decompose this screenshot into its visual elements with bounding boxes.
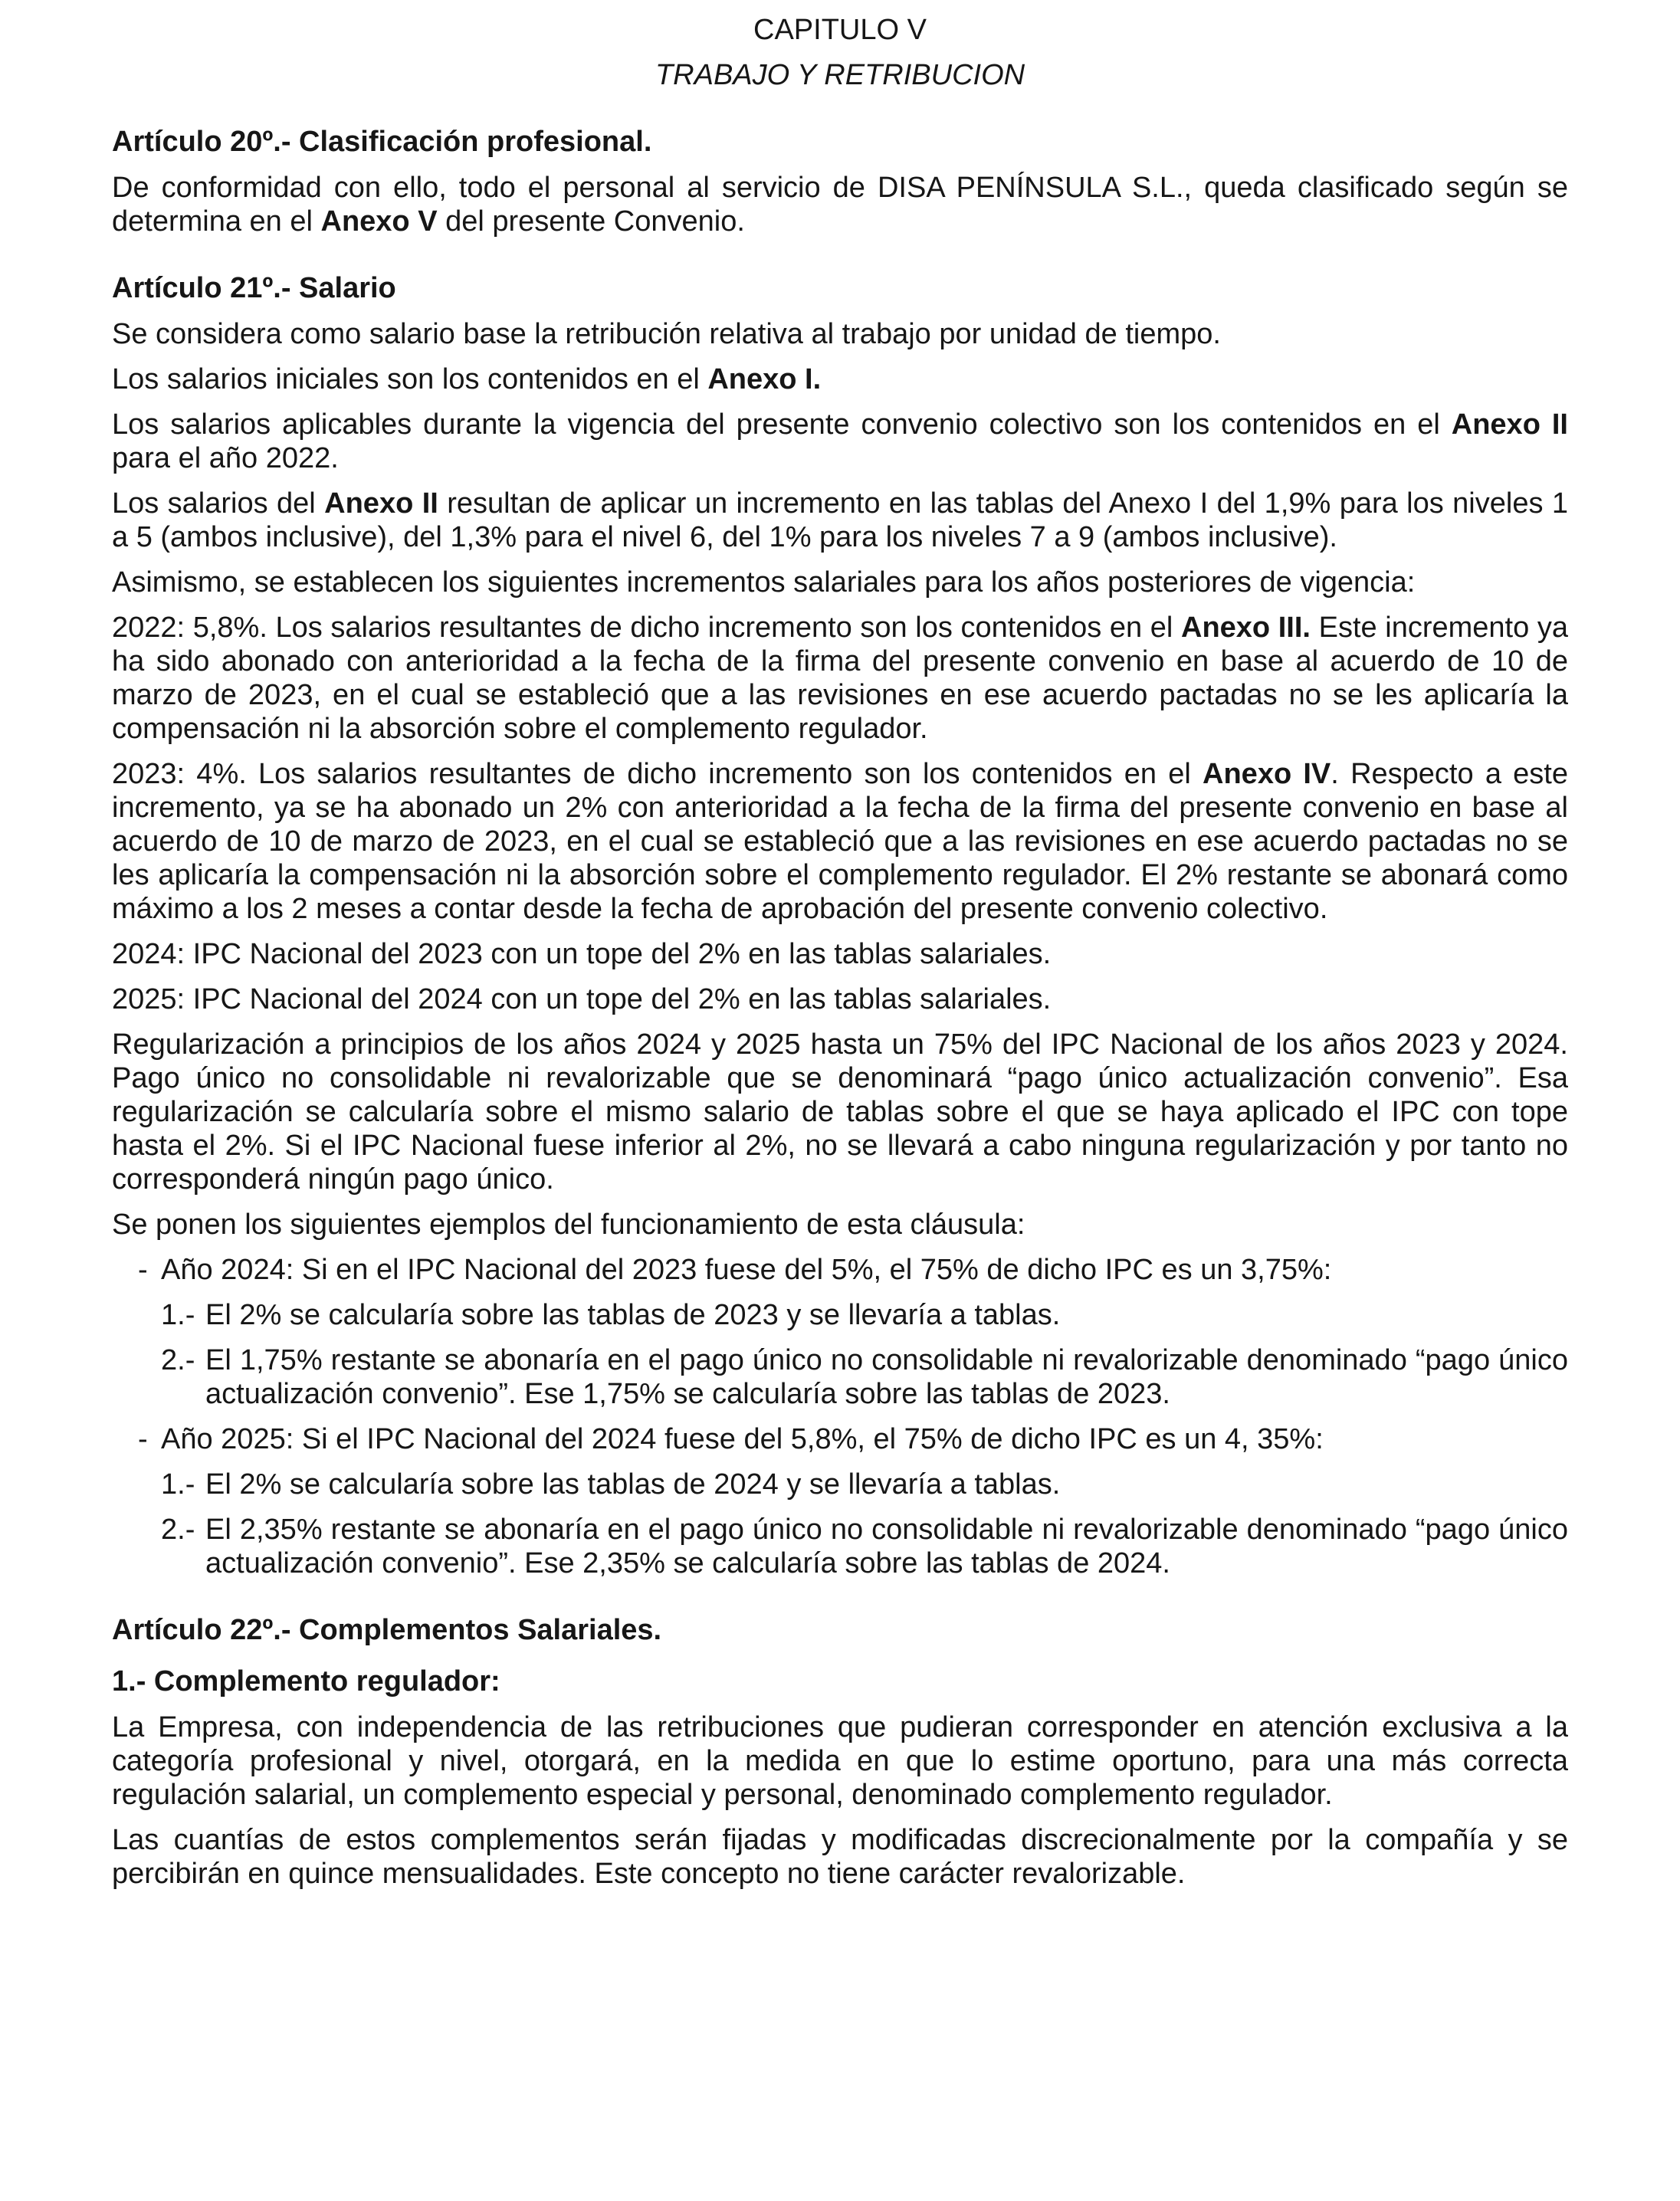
bold-text-run: Anexo I.	[707, 363, 822, 395]
paragraph	[112, 1711, 1568, 1812]
text-run: Las cuantías de estos complementos serán fijadas y modificadas discrecionalmente por la compañía y se percibirán en quince mensualidades. Este concepto no tiene carácter revalorizable.	[112, 1824, 1568, 1890]
text-run: Año 2025: Si el IPC Nacional del 2024 fuese del 5,8%, el 75% de dicho IPC es un 4, 35%:	[161, 1423, 1324, 1455]
text-run: La Empresa, con independencia de las retribuciones que pudieran corresponder en atención exclusiva a la categoría profesional y nivel, otorgará, en la medida en que lo estime oportuno, para una más correcta regulación salarial, un complemento especial y personal, denominado complemento regulador.	[112, 1711, 1568, 1811]
text-run: resultan de aplicar un incremento en las tablas del Anexo I del 1,9% para los niveles 1 a 5 (ambos inclusive), del 1,3% para el nivel 6, del 1% para los niveles 7 a 9 (ambos inclusive).	[112, 487, 1568, 553]
paragraph	[112, 487, 1568, 554]
text-run: . Respecto a este incremento, ya se ha abonado un 2% con anterioridad a la fecha de la firma del presente convenio en base al acuerdo de 10 de marzo de 2023, en el cual se estableció que a las revisiones en ese acuerdo pactadas no se les aplicaría la compensación ni la absorción sobre el complemento regulador. El 2% restante se abonará como máximo a los 2 meses a contar desde la fecha de aprobación del presente convenio colectivo.	[112, 758, 1568, 925]
document-body	[112, 126, 1568, 1891]
list-marker: 1.-	[161, 1468, 195, 1501]
bold-text-run: Anexo II	[1451, 408, 1568, 441]
text-run: del presente Convenio.	[437, 205, 745, 238]
text-run: Se ponen los siguientes ejemplos del funcionamiento de esta cláusula:	[112, 1209, 1025, 1241]
text-run: Año 2024: Si en el IPC Nacional del 2023 fuese del 5%, el 75% de dicho IPC es un 3,75%:	[161, 1254, 1332, 1286]
list-marker: -	[138, 1254, 148, 1286]
bold-text-run: Anexo V	[320, 205, 438, 238]
paragraph	[112, 317, 1568, 351]
list-item-dash	[138, 1253, 1568, 1287]
list-item-numbered	[161, 1468, 1568, 1501]
paragraph	[112, 1823, 1568, 1891]
text-run: El 2,35% restante se abonaría en el pago único no consolidable ni revalorizable denominado “pago único actualización convenio”. Ese 2,35% se calcularía sobre las tablas de 2024.	[205, 1514, 1568, 1579]
text-run: 2023: 4%. Los salarios resultantes de dicho incremento son los contenidos en el	[112, 758, 1203, 790]
list-item-numbered	[161, 1343, 1568, 1411]
text-run: 2024: IPC Nacional del 2023 con un tope del 2% en las tablas salariales.	[112, 938, 1052, 970]
bold-text-run: Anexo IV	[1203, 758, 1331, 790]
list-item-text	[161, 1422, 1568, 1456]
chapter-title: CAPITULO V	[753, 14, 927, 46]
text-run: 2022: 5,8%. Los salarios resultantes de dicho incremento son los contenidos en el	[112, 612, 1181, 644]
article-heading: Artículo 20º.- Clasificación profesional.	[112, 126, 652, 158]
paragraph	[112, 171, 1568, 238]
article-heading: Artículo 22º.- Complementos Salariales.	[112, 1614, 662, 1646]
chapter-subtitle: TRABAJO Y RETRIBUCION	[655, 59, 1025, 91]
paragraph	[112, 757, 1568, 926]
paragraph	[112, 566, 1568, 599]
list-item-text	[205, 1298, 1568, 1332]
list-marker: 1.-	[161, 1299, 195, 1331]
list-marker: 2.-	[161, 1344, 195, 1376]
text-run: Este incremento ya ha sido abonado con anterioridad a la fecha de la firma del presente convenio en base al acuerdo de 10 de marzo de 2023, en el cual se estableció que a las revisiones en ese acuerdo pactadas no se les aplicaría la compensación ni la absorción sobre el complemento regulador.	[112, 612, 1568, 745]
paragraph	[112, 408, 1568, 475]
bold-text-run: Anexo III.	[1181, 612, 1311, 644]
list-item-text	[161, 1253, 1568, 1287]
list-item-text	[205, 1343, 1568, 1411]
list-item-numbered	[161, 1298, 1568, 1332]
text-run: Los salarios iniciales son los contenidos en el	[112, 363, 708, 395]
clause-subheading: 1.- Complemento regulador:	[112, 1665, 500, 1697]
list-item-dash	[138, 1422, 1568, 1456]
text-run: De conformidad con ello, todo el personal al servicio de DISA PENÍNSULA S.L., queda clasificado según se determina en el	[112, 172, 1568, 238]
article-heading: Artículo 21º.- Salario	[112, 272, 396, 304]
text-run: Los salarios aplicables durante la vigencia del presente convenio colectivo son los contenidos en el	[112, 408, 1452, 441]
text-run: Asimismo, se establecen los siguientes incrementos salariales para los años posteriores de vigencia:	[112, 566, 1416, 599]
paragraph	[112, 982, 1568, 1016]
text-run: 2025: IPC Nacional del 2024 con un tope del 2% en las tablas salariales.	[112, 983, 1052, 1015]
list-item-text	[205, 1468, 1568, 1501]
list-item-numbered	[161, 1513, 1568, 1580]
paragraph	[112, 611, 1568, 746]
list-marker: -	[138, 1423, 148, 1455]
paragraph	[112, 937, 1568, 971]
list-marker: 2.-	[161, 1514, 195, 1546]
paragraph	[112, 1028, 1568, 1196]
bold-text-run: Anexo II	[324, 487, 438, 520]
text-run: Los salarios del	[112, 487, 325, 520]
text-run: Se considera como salario base la retribución relativa al trabajo por unidad de tiempo.	[112, 318, 1221, 350]
paragraph	[112, 362, 1568, 396]
list-item-text	[205, 1513, 1568, 1580]
text-run: El 2% se calcularía sobre las tablas de 2024 y se llevaría a tablas.	[205, 1468, 1061, 1501]
text-run: El 2% se calcularía sobre las tablas de 2023 y se llevaría a tablas.	[205, 1299, 1061, 1331]
paragraph	[112, 1208, 1568, 1242]
text-run: El 1,75% restante se abonaría en el pago único no consolidable ni revalorizable denominado “pago único actualización convenio”. Ese 1,75% se calcularía sobre las tablas de 2023.	[205, 1344, 1568, 1410]
text-run: para el año 2022.	[112, 442, 339, 474]
text-run: Regularización a principios de los años 2024 y 2025 hasta un 75% del IPC Nacional de los años 2023 y 2024. Pago único no consolidable ni revalorizable que se denominará “pago único actualización convenio”. Esa regularización se calcularía sobre el mismo salario de tablas sobre el que se haya aplicado el IPC con tope hasta el 2%. Si el IPC Nacional fuese inferior al 2%, no se llevará a cabo ninguna regularización y por tanto no corresponderá ningún pago único.	[112, 1028, 1568, 1196]
